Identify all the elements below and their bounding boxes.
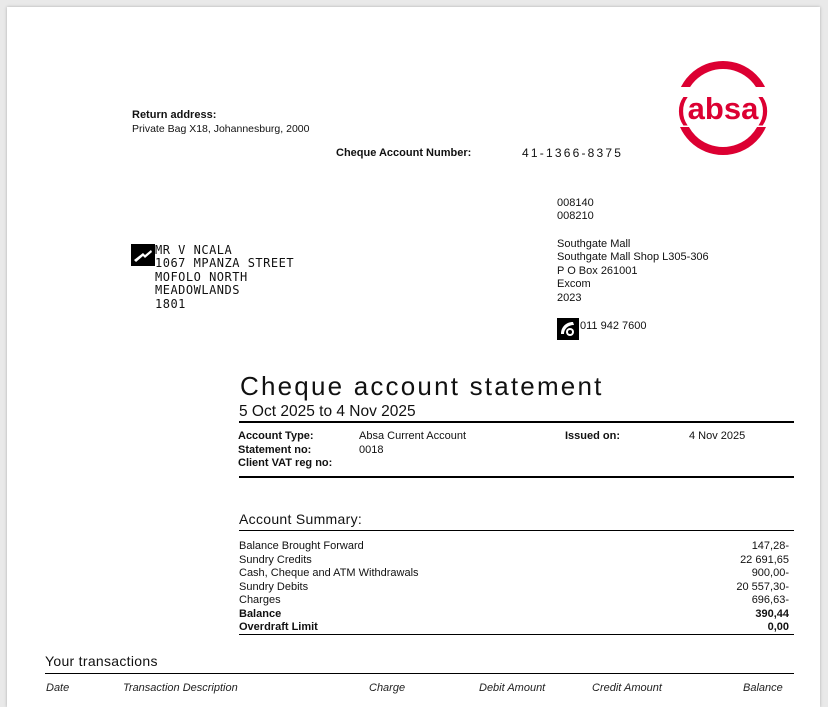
customer-address — [155, 244, 294, 311]
vat-label: Client VAT reg no: — [238, 457, 333, 469]
summary-value: 0,00 — [767, 621, 789, 633]
summary-row — [239, 567, 789, 581]
qr-mark-icon — [131, 244, 155, 266]
divider — [239, 530, 794, 531]
summary-value: 147,28- — [751, 540, 789, 552]
phone-icon — [557, 318, 579, 340]
summary-value: 22 691,65 — [740, 553, 789, 566]
divider — [239, 634, 794, 635]
account-type-value: Absa Current Account — [359, 430, 467, 442]
summary-row — [239, 594, 789, 608]
summary-row — [239, 581, 789, 595]
branch-line: 2023 — [557, 291, 582, 304]
branch-line: Southgate Mall — [557, 238, 631, 250]
customer-address-line: 1801 — [155, 296, 186, 311]
branch-phone: 011 942 7600 — [580, 320, 647, 332]
divider — [239, 476, 794, 478]
account-summary — [239, 540, 789, 635]
account-type-label: Account Type: — [238, 430, 314, 442]
divider — [45, 673, 794, 674]
summary-label: Sundry Credits — [239, 553, 312, 566]
statement-no-value: 0018 — [359, 443, 384, 456]
absa-logo — [673, 58, 773, 158]
summary-row — [239, 540, 789, 554]
statement-page — [7, 7, 820, 707]
column-header-date: Date — [46, 682, 70, 694]
summary-value: 900,00- — [751, 567, 789, 579]
issued-on-label: Issued on: — [565, 430, 621, 442]
summary-label: Cash, Cheque and ATM Withdrawals — [239, 567, 419, 579]
account-number-label: Cheque Account Number: — [336, 147, 472, 159]
reference-code: 008140 — [557, 197, 594, 209]
column-header-balance: Balance — [743, 682, 783, 694]
summary-row — [239, 554, 789, 568]
summary-row-overdraft — [239, 621, 789, 635]
customer-address-line: 1067 MPANZA STREET — [155, 256, 295, 271]
customer-address-line: MEADOWLANDS — [155, 283, 240, 298]
summary-value: 696,63- — [751, 594, 789, 606]
summary-row-balance — [239, 608, 789, 622]
statement-period: 5 Oct 2025 to 4 Nov 2025 — [239, 403, 416, 420]
summary-label: Charges — [239, 594, 281, 606]
branch-line: P O Box 261001 — [557, 264, 638, 277]
svg-text:(absa): (absa) — [677, 91, 769, 126]
column-header-debit: Debit Amount — [479, 682, 546, 694]
summary-label: Balance — [239, 607, 282, 620]
divider — [239, 421, 794, 423]
customer-address-line: MOFOLO NORTH — [155, 269, 248, 284]
statement-title: Cheque account statement — [240, 371, 604, 401]
summary-label: Sundry Debits — [239, 580, 309, 593]
account-number-value: 41-1366-8375 — [522, 146, 624, 160]
column-header-description: Transaction Description — [123, 682, 238, 694]
transactions-title: Your transactions — [45, 653, 158, 669]
column-header-charge: Charge — [369, 682, 406, 694]
return-address-label: Return address: — [132, 109, 217, 121]
branch-line: Excom — [557, 278, 591, 291]
return-address-value: Private Bag X18, Johannesburg, 2000 — [132, 123, 310, 135]
statement-no-label: Statement no: — [238, 443, 312, 456]
summary-label: Overdraft Limit — [239, 621, 318, 633]
branch-address — [557, 238, 709, 305]
statement-details — [238, 430, 745, 471]
reference-codes — [557, 197, 594, 224]
account-summary-title: Account Summary: — [239, 511, 363, 527]
reference-code: 008210 — [557, 210, 594, 223]
summary-label: Balance Brought Forward — [239, 540, 364, 552]
branch-line: Southgate Mall Shop L305-306 — [557, 251, 709, 264]
vat-value — [359, 457, 565, 471]
issued-on-value: 4 Nov 2025 — [689, 430, 746, 442]
customer-address-line: MR V NCALA — [155, 243, 233, 257]
summary-value: 390,44 — [755, 607, 789, 620]
summary-value: 20 557,30- — [736, 580, 789, 593]
column-header-credit: Credit Amount — [592, 682, 662, 694]
